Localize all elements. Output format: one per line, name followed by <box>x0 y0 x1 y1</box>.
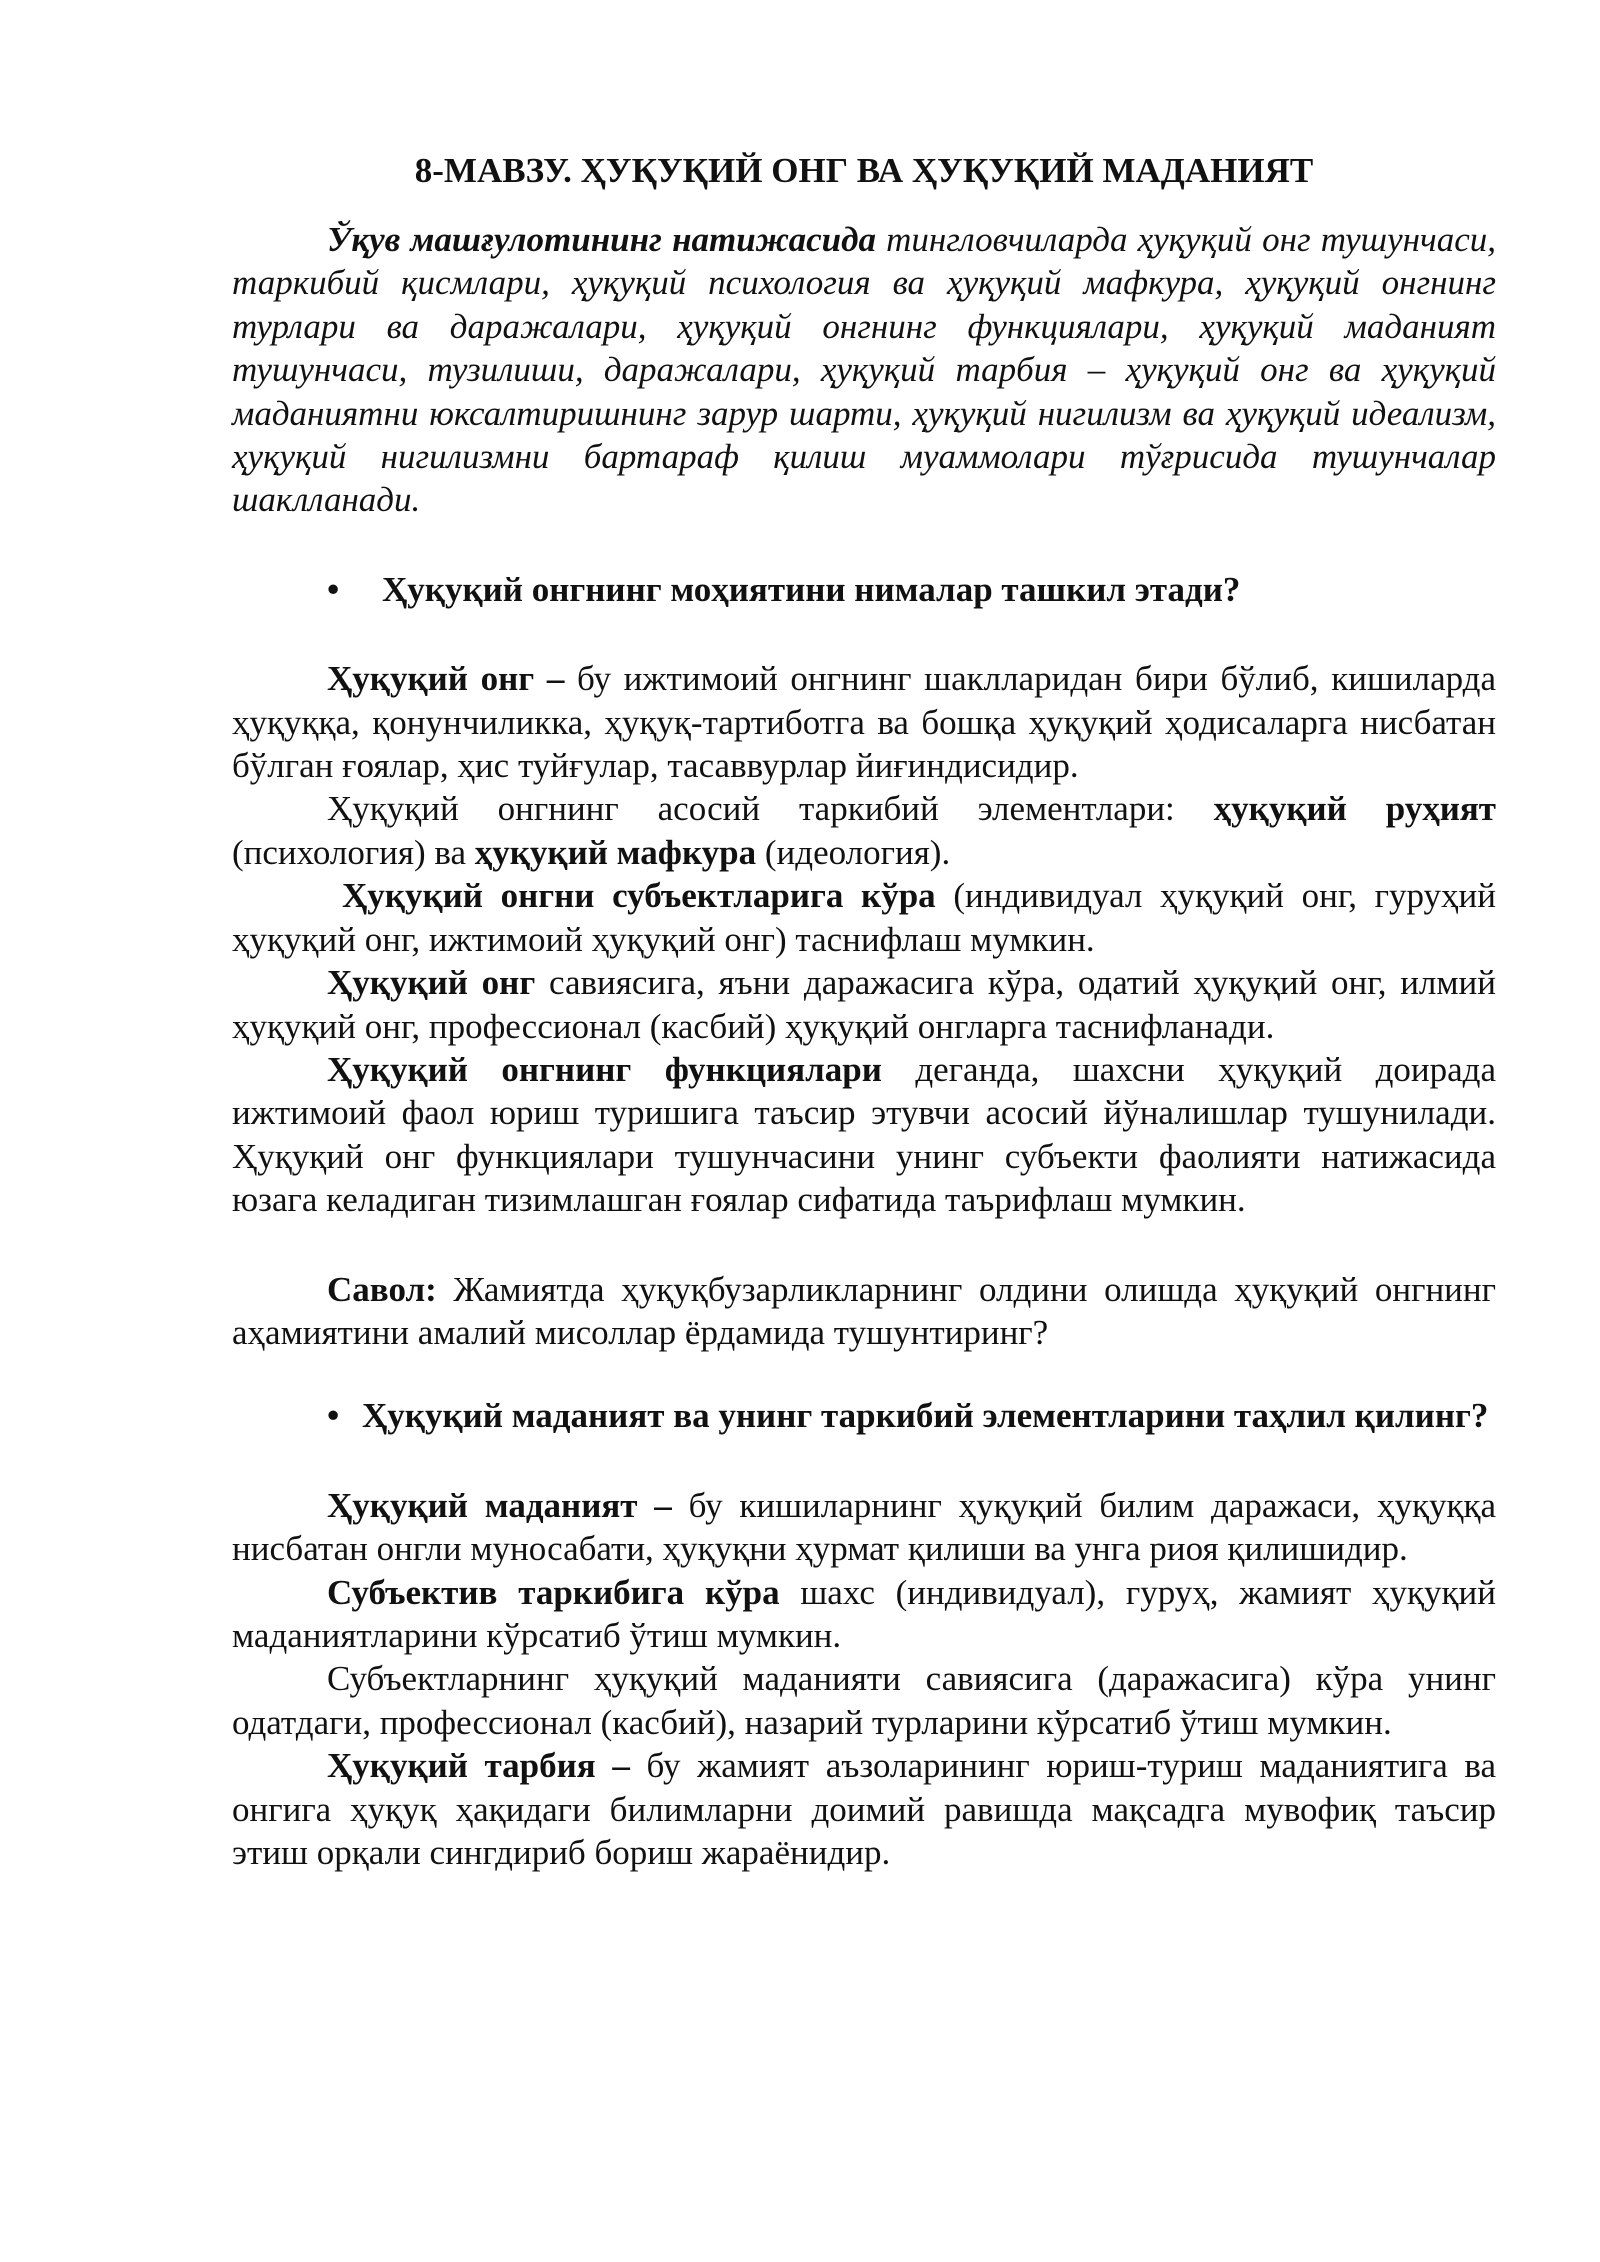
term-bold: Ҳуқуқий тарбия – <box>327 1746 630 1786</box>
question-heading-2 <box>232 1394 1496 1437</box>
paragraph-legal-culture-definition <box>232 1484 1496 1571</box>
paragraph-text: (индивидуал ҳуқуқий онг, гуруҳий ҳуқуқий онг, ижтимоий ҳуқуқий онг) таснифлаш мумкин. <box>232 876 1496 959</box>
paragraph-text: Субъектларнинг ҳуқуқий маданияти савиясига (даражасига) кўра унинг одатдаги, профессионал (касбий), назарий турларини кўрсатиб ўтиш мумкин. <box>232 1659 1496 1742</box>
intro-paragraph <box>232 218 1496 522</box>
paragraph-text: деганда, шахсни ҳуқуқий доирада ижтимоий фаол юриш туришига таъсир этувчи асосий йўналишлар тушунилади. Ҳуқуқий онг функциялари тушунчасини унинг субъекти фаолияти натижасида юзага келадиган тизимлашган ғоялар сифатида таърифлаш мумкин. <box>232 1049 1496 1220</box>
term-bold: Ҳуқуқий онгнинг функциялари <box>327 1049 882 1089</box>
question-heading-1 <box>232 568 1496 611</box>
paragraph-culture-levels <box>232 1657 1496 1744</box>
term-bold: Ҳуқуқий онгни субъектларига кўра <box>342 876 936 916</box>
paragraph-text: шахс (индивидуал), гуруҳ, жамият ҳуқуқий маданиятларини кўрсатиб ўтиш мумкин. <box>232 1572 1496 1655</box>
paragraph-structural-elements <box>232 787 1496 874</box>
paragraph-subjective-composition <box>232 1571 1496 1658</box>
document-body <box>232 148 1496 1874</box>
paragraph-functions <box>232 1048 1496 1222</box>
paragraph-text: (психология) ва <box>232 832 475 872</box>
intro-bold-lead: Ўқув машғулотининг натижасида <box>327 220 876 259</box>
paragraph-text: бу ижтимоий онгнинг шаклларидан бири бўлиб, кишиларда ҳуқуққа, қонунчиликка, ҳуқуқ-тартиботга ва бошқа ҳуқуқий ҳодисаларга нисбатан бўлган ғоялар, ҳис туйғулар, тасаввурлар йиғиндисидир. <box>232 659 1497 786</box>
question-heading-2-text: Ҳуқуқий маданият ва унинг таркибий элементларини таҳлил қилинг? <box>362 1396 1489 1436</box>
paragraph-text: бу жамият аъзоларининг юриш-туриш маданиятига ва онгига ҳуқуқ ҳақидаги билимларни доимий равишда мақсадга мувофиқ таъсир этиш орқали сингдириб бориш жараёнидир. <box>232 1746 1496 1872</box>
bullet-icon: • <box>327 1396 340 1436</box>
intro-text: тингловчиларда ҳуқуқий онг тушунчаси, таркибий қисмлари, ҳуқуқий психология ва ҳуқуқий мафкура, ҳуқуқий онгнинг турлари ва даражалари, ҳуқуқий онгнинг функциялари, ҳуқуқий маданият тушунчаси, тузилиши, даражалари, ҳуқуқий тарбия – ҳуқуқий онг ва ҳуқуқий маданиятни юксалтиришнинг зарур шарти, ҳуқуқий нигилизм ва ҳуқуқий идеализм, ҳуқуқий нигилизмни бартараф қилиш муаммолари тўғрисида тушунчалар шаклланади. <box>232 220 1496 520</box>
paragraph-by-level <box>232 961 1496 1048</box>
paragraph-by-subjects <box>232 874 1496 961</box>
paragraph-text: бу кишиларнинг ҳуқуқий билим даражаси, ҳуқуққа нисбатан онгли муносабати, ҳуқуқни ҳурмат қилиши ва унга риоя қилишидир. <box>232 1485 1496 1569</box>
term-bold: ҳуқуқий руҳият <box>1213 789 1496 829</box>
paragraph-legal-consciousness-definition <box>232 657 1496 787</box>
bullet-icon: • <box>327 569 340 609</box>
term-bold: Ҳуқуқий маданият – <box>327 1485 672 1525</box>
question-label: Савол: <box>327 1269 437 1309</box>
term-bold: Субъектив таркибига кўра <box>327 1572 780 1612</box>
paragraph-text: Ҳуқуқий онгнинг асосий таркибий элементлари: <box>327 789 1214 829</box>
paragraph-text: (идеология). <box>756 832 951 872</box>
paragraph-text: Жамиятда ҳуқуқбузарликларнинг олдини олишда ҳуқуқий онгнинг аҳамиятини амалий мисоллар ёрдамида тушунтиринг? <box>232 1269 1496 1352</box>
page-title: 8-МАВЗУ. ҲУҚУҚИЙ ОНГ ВА ҲУҚУҚИЙ МАДАНИЯТ <box>414 151 1314 190</box>
question-heading-1-text: Ҳуқуқий онгнинг моҳиятини нималар ташкил этади? <box>382 569 1241 609</box>
term-bold: Ҳуқуқий онг – <box>327 659 565 699</box>
paragraph-text: савиясига, яъни даражасига кўра, одатий ҳуқуқий онг, илмий ҳуқуқий онг, профессионал (касбий) ҳуқуқий онгларга таснифланади. <box>232 963 1496 1046</box>
question-paragraph <box>232 1268 1496 1355</box>
term-bold: Ҳуқуқий онг <box>327 963 536 1003</box>
paragraph-legal-education <box>232 1744 1496 1874</box>
term-bold: ҳуқуқий мафкура <box>474 832 757 872</box>
